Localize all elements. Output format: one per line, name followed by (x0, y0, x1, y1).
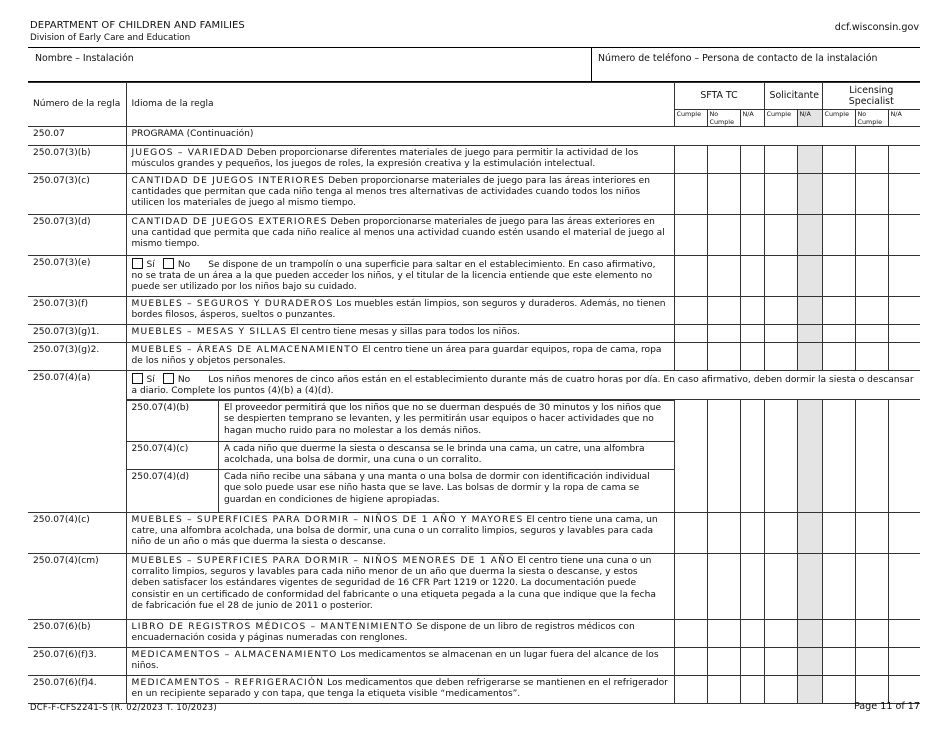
table-row (28, 173, 920, 214)
sub-cumple: Cumple (822, 110, 855, 127)
ls-cumple-cell[interactable] (822, 146, 855, 174)
ls-na-cell[interactable] (888, 647, 920, 675)
sfta-no-cumple-cell[interactable] (707, 619, 740, 647)
subrule-id: 250.07(4)(d) (127, 470, 219, 512)
applicant-cumple-cell[interactable] (764, 512, 797, 553)
sfta-na-cell[interactable] (740, 324, 764, 342)
rule-text: CANTIDAD DE JUEGOS INTERIORES Deben proporcionarse materiales de juego para las áreas interiores en cantidades que permitan que cada niño tenga al menos tres alternativas de actividades cuando todos los niños utilicen los materiales de juego al mismo tiempo. (126, 173, 674, 214)
no-label: No (177, 374, 191, 385)
table-row (28, 255, 920, 296)
rule-text: MUEBLES – ÁREAS DE ALMACENAMIENTO El centro tiene un área para guardar equipos, ropa de cama, ropa de los niños y objetos personales. (126, 342, 674, 370)
rule-text: MUEBLES – SEGUROS Y DURADEROS Los muebles están limpios, son seguros y duraderos. Además, no tienen bordes filosos, ásperos, sueltos o punzantes. (126, 296, 674, 324)
rule-id: 250.07(3)(b) (28, 146, 126, 174)
rule-text: MUEBLES – SUPERFICIES PARA DORMIR – NIÑOS MENORES DE 1 AÑO El centro tiene una cuna o un corralito limpios, seguros y lavables para cada niño menor de un año que duerma la siesta o descanse, y estos deben satisfacer los estándares vigentes de seguridad de 16 CFR Part 1219 or 1220. La documentación puede consistir en un certificado de conformidad del fabricante o una etiqueta pegada a la cuna que indique que la fecha de fabricación fue el 28 de junio de 2011 o posterior. (126, 553, 674, 619)
table-row (127, 442, 674, 470)
ls-na-cell[interactable] (888, 146, 920, 174)
sub-cumple: Cumple (764, 110, 797, 127)
applicant-na-cell (797, 214, 822, 255)
sfta-na-cell[interactable] (740, 675, 764, 703)
ls-cumple-cell[interactable] (822, 675, 855, 703)
applicant-na-cell (797, 619, 822, 647)
sfta-no-cumple-cell[interactable] (707, 324, 740, 342)
applicant-cumple-cell[interactable] (764, 675, 797, 703)
rule-id: 250.07(4)(cm) (28, 553, 126, 619)
sfta-na-cell[interactable] (740, 619, 764, 647)
sub-na: N/A (888, 110, 920, 127)
ls-no-cumple-cell[interactable] (855, 400, 888, 513)
applicant-na-cell (797, 173, 822, 214)
ls-na-cell[interactable] (888, 619, 920, 647)
applicant-cumple-cell[interactable] (764, 146, 797, 174)
ls-no-cumple-cell[interactable] (855, 146, 888, 174)
applicant-cumple-cell[interactable] (764, 214, 797, 255)
ls-na-cell[interactable] (888, 512, 920, 553)
ls-cumple-cell[interactable] (822, 647, 855, 675)
division-name: Division of Early Care and Education (30, 33, 191, 43)
table-row (28, 296, 920, 324)
sfta-no-cumple-cell[interactable] (707, 296, 740, 324)
sfta-cumple-cell[interactable] (674, 342, 707, 370)
ls-cumple-cell[interactable] (822, 173, 855, 214)
page-header (30, 20, 245, 43)
rule-id: 250.07(6)(f)4. (28, 675, 126, 703)
table-row (28, 553, 920, 619)
sfta-cumple-cell[interactable] (674, 400, 707, 513)
section-title: PROGRAMA (Continuación) (126, 127, 674, 146)
ls-cumple-cell[interactable] (822, 553, 855, 619)
ls-no-cumple-cell[interactable] (855, 675, 888, 703)
table-header-row (28, 83, 920, 110)
rule-number-header: Número de la regla (28, 83, 126, 127)
facility-name-field[interactable] (28, 48, 592, 81)
ls-na-cell[interactable] (888, 214, 920, 255)
sub-na: N/A (797, 110, 822, 127)
yes-checkbox[interactable] (132, 258, 143, 269)
rule-text: MUEBLES – MESAS Y SILLAS El centro tiene mesas y sillas para todos los niños. (126, 324, 674, 342)
ls-no-cumple-cell[interactable] (855, 214, 888, 255)
contact-phone-label: Número de teléfono – Persona de contacto de la instalación (598, 53, 878, 64)
nested-rules-table (127, 400, 674, 512)
licensing-specialist-header: Licensing Specialist (822, 83, 920, 110)
ls-cumple-cell[interactable] (822, 342, 855, 370)
no-label: No (177, 259, 191, 270)
ls-na-cell[interactable] (888, 675, 920, 703)
nested-rules-cell (126, 400, 674, 513)
ls-na-cell[interactable] (888, 342, 920, 370)
sfta-cumple-cell[interactable] (674, 255, 707, 296)
ls-no-cumple-cell[interactable] (855, 553, 888, 619)
applicant-na-cell (797, 512, 822, 553)
sub-na: N/A (740, 110, 764, 127)
sfta-na-cell[interactable] (740, 553, 764, 619)
sfta-na-cell[interactable] (740, 255, 764, 296)
applicant-cumple-cell[interactable] (764, 647, 797, 675)
applicant-cumple-cell[interactable] (764, 255, 797, 296)
sub-no-cumple: No Cumple (707, 110, 740, 127)
table-row (28, 342, 920, 370)
rule-text: Sí No Los niños menores de cinco años están en el establecimiento durante más de cuatro horas por día. En caso afirmativo, deben dormir la siesta o descansar a diario. Complete los puntos (4)(b) a (4)(d). (126, 370, 920, 400)
ls-na-cell[interactable] (888, 296, 920, 324)
rule-id: 250.07(3)(d) (28, 214, 126, 255)
department-name: DEPARTMENT OF CHILDREN AND FAMILIES (30, 20, 245, 31)
sub-no-cumple: No Cumple (855, 110, 888, 127)
table-row (28, 647, 920, 675)
nested-rules-row (28, 400, 920, 513)
no-checkbox[interactable] (163, 258, 174, 269)
ls-na-cell[interactable] (888, 173, 920, 214)
yes-checkbox[interactable] (132, 373, 143, 384)
sfta-cumple-cell[interactable] (674, 553, 707, 619)
sfta-no-cumple-cell[interactable] (707, 675, 740, 703)
ls-cumple-cell[interactable] (822, 512, 855, 553)
sfta-cumple-cell[interactable] (674, 675, 707, 703)
table-row (28, 214, 920, 255)
rule-text: JUEGOS – VARIEDAD Deben proporcionarse diferentes materiales de juego para permitir la actividad de los músculos grandes y pequeños, los juegos de roles, la expresión creativa y la estimulación intelectual. (126, 146, 674, 174)
applicant-na-cell (797, 400, 822, 513)
sfta-no-cumple-cell[interactable] (707, 342, 740, 370)
ls-cumple-cell[interactable] (822, 619, 855, 647)
section-number: 250.07 (28, 127, 126, 146)
sfta-na-cell[interactable] (740, 512, 764, 553)
table-row (28, 324, 920, 342)
ls-no-cumple-cell[interactable] (855, 296, 888, 324)
page-number: Page 11 of 17 (853, 701, 920, 712)
applicant-na-cell (797, 324, 822, 342)
sfta-tc-header: SFTA TC (674, 83, 764, 110)
ls-cumple-cell[interactable] (822, 400, 855, 513)
sfta-na-cell[interactable] (740, 214, 764, 255)
rule-text: MUEBLES – SUPERFICIES PARA DORMIR – NIÑOS DE 1 AÑO Y MAYORES El centro tiene una cama, un catre, una alfombra acolchada, una bolsa de dormir, una cuna o un corralito limpios, seguros y lavables para cada niño de un año o más que duerma la siesta o descanse. (126, 512, 674, 553)
sfta-na-cell[interactable] (740, 173, 764, 214)
ls-no-cumple-cell[interactable] (855, 512, 888, 553)
sfta-no-cumple-cell[interactable] (707, 400, 740, 513)
sfta-no-cumple-cell[interactable] (707, 146, 740, 174)
applicant-na-cell (797, 647, 822, 675)
subrule-text: A cada niño que duerme la siesta o descansa se le brinda una cama, un catre, una alfombra acolchada, una bolsa de dormir, una cuna o un corralito. (219, 442, 674, 470)
facility-name-label: Nombre – Instalación (35, 53, 134, 64)
rule-id: 250.07(3)(c) (28, 173, 126, 214)
ls-no-cumple-cell[interactable] (855, 619, 888, 647)
sfta-na-cell[interactable] (740, 342, 764, 370)
applicant-na-cell (797, 675, 822, 703)
sfta-no-cumple-cell[interactable] (707, 553, 740, 619)
rule-text: MEDICAMENTOS – REFRIGERACIÓN Los medicamentos que deben refrigerarse se mantienen en el refrigerador en un recipiente separado y con tapa, que tenga la etiqueta visible “medicamentos”. (126, 675, 674, 703)
sfta-cumple-cell[interactable] (674, 173, 707, 214)
yes-label: Sí (146, 374, 155, 385)
applicant-cumple-cell[interactable] (764, 553, 797, 619)
applicant-na-cell (797, 342, 822, 370)
no-checkbox[interactable] (163, 373, 174, 384)
sfta-cumple-cell[interactable] (674, 146, 707, 174)
sfta-cumple-cell[interactable] (674, 296, 707, 324)
applicant-cumple-cell[interactable] (764, 296, 797, 324)
applicant-header: Solicitante (764, 83, 822, 110)
table-row (28, 512, 920, 553)
sub-cumple: Cumple (674, 110, 707, 127)
contact-phone-field[interactable] (592, 48, 920, 81)
rule-text: Sí No Se dispone de un trampolín o una superficie para saltar en el establecimiento. En caso afirmativo, no se trata de un área a la que pueden acceder los niños, y el titular de la licencia entiende que este elemento no puede ser utilizado por los niños bajo su cuidado. (126, 255, 674, 296)
applicant-cumple-cell[interactable] (764, 619, 797, 647)
table-row (28, 619, 920, 647)
sfta-na-cell[interactable] (740, 400, 764, 513)
ls-cumple-cell[interactable] (822, 214, 855, 255)
applicant-cumple-cell[interactable] (764, 342, 797, 370)
table-row (127, 401, 674, 442)
sfta-cumple-cell[interactable] (674, 214, 707, 255)
rule-id: 250.07(6)(b) (28, 619, 126, 647)
ls-na-cell[interactable] (888, 400, 920, 513)
sfta-no-cumple-cell[interactable] (707, 647, 740, 675)
rule-text: CANTIDAD DE JUEGOS EXTERIORES Deben proporcionarse materiales de juego para las áreas exteriores en una cantidad que permita que cada niño realice al menos una actividad cuando estén usando el material de juego al mismo tiempo. (126, 214, 674, 255)
sfta-cumple-cell[interactable] (674, 647, 707, 675)
rule-id: 250.07(6)(f)3. (28, 647, 126, 675)
sfta-cumple-cell[interactable] (674, 324, 707, 342)
sfta-cumple-cell[interactable] (674, 512, 707, 553)
ls-cumple-cell[interactable] (822, 255, 855, 296)
applicant-cumple-cell[interactable] (764, 400, 797, 513)
sfta-no-cumple-cell[interactable] (707, 173, 740, 214)
rule-id: 250.07(4)(a) (28, 370, 126, 512)
form-id: DCF-F-CFS2241-S (R. 02/2023 T. 10/2023) (30, 702, 217, 712)
ls-cumple-cell[interactable] (822, 296, 855, 324)
ls-na-cell[interactable] (888, 255, 920, 296)
rule-id: 250.07(3)(f) (28, 296, 126, 324)
rule-text: MEDICAMENTOS – ALMACENAMIENTO Los medicamentos se almacenan en un lugar fuera del alcance de los niños. (126, 647, 674, 675)
applicant-na-cell (797, 146, 822, 174)
facility-info-row (28, 47, 920, 83)
rule-id: 250.07(3)(g)1. (28, 324, 126, 342)
ls-cumple-cell[interactable] (822, 324, 855, 342)
sfta-cumple-cell[interactable] (674, 619, 707, 647)
website: dcf.wisconsin.gov (834, 22, 919, 33)
sfta-na-cell[interactable] (740, 647, 764, 675)
sfta-no-cumple-cell[interactable] (707, 214, 740, 255)
subrule-text: El proveedor permitirá que los niños que no se duerman después de 30 minutos y los niños que se despierten temprano se levanten, y les permitirán usar equipos o hacer actividades que no hagan mucho ruido para no molestar a los demás niños. (219, 401, 674, 442)
applicant-na-cell (797, 296, 822, 324)
rule-language-header: Idioma de la regla (126, 83, 674, 127)
applicant-na-cell (797, 255, 822, 296)
ls-no-cumple-cell[interactable] (855, 173, 888, 214)
sfta-na-cell[interactable] (740, 146, 764, 174)
table-row (28, 370, 920, 400)
applicant-cumple-cell[interactable] (764, 173, 797, 214)
ls-no-cumple-cell[interactable] (855, 647, 888, 675)
ls-no-cumple-cell[interactable] (855, 324, 888, 342)
section-row (28, 127, 920, 146)
subrule-text: Cada niño recibe una sábana y una manta o una bolsa de dormir con identificación individual que solo puede usar ese niño hasta que se lave. Las bolsas de dormir y la ropa de cama se guardan en condiciones de higiene apropiadas. (219, 470, 674, 512)
table-row (127, 470, 674, 512)
rule-text: LIBRO DE REGISTROS MÉDICOS – MANTENIMIENTO Se dispone de un libro de registros médicos con encuadernación cosida y páginas numeradas con renglones. (126, 619, 674, 647)
table-row (28, 146, 920, 174)
rule-id: 250.07(4)(c) (28, 512, 126, 553)
applicant-cumple-cell[interactable] (764, 324, 797, 342)
rule-id: 250.07(3)(e) (28, 255, 126, 296)
subrule-id: 250.07(4)(b) (127, 401, 219, 442)
yes-label: Sí (146, 259, 155, 270)
sfta-no-cumple-cell[interactable] (707, 512, 740, 553)
rule-id: 250.07(3)(g)2. (28, 342, 126, 370)
table-row (28, 675, 920, 703)
ls-na-cell[interactable] (888, 324, 920, 342)
ls-no-cumple-cell[interactable] (855, 342, 888, 370)
ls-no-cumple-cell[interactable] (855, 255, 888, 296)
ls-na-cell[interactable] (888, 553, 920, 619)
sfta-na-cell[interactable] (740, 296, 764, 324)
subrule-id: 250.07(4)(c) (127, 442, 219, 470)
sfta-no-cumple-cell[interactable] (707, 255, 740, 296)
applicant-na-cell (797, 553, 822, 619)
rules-table (28, 82, 920, 704)
